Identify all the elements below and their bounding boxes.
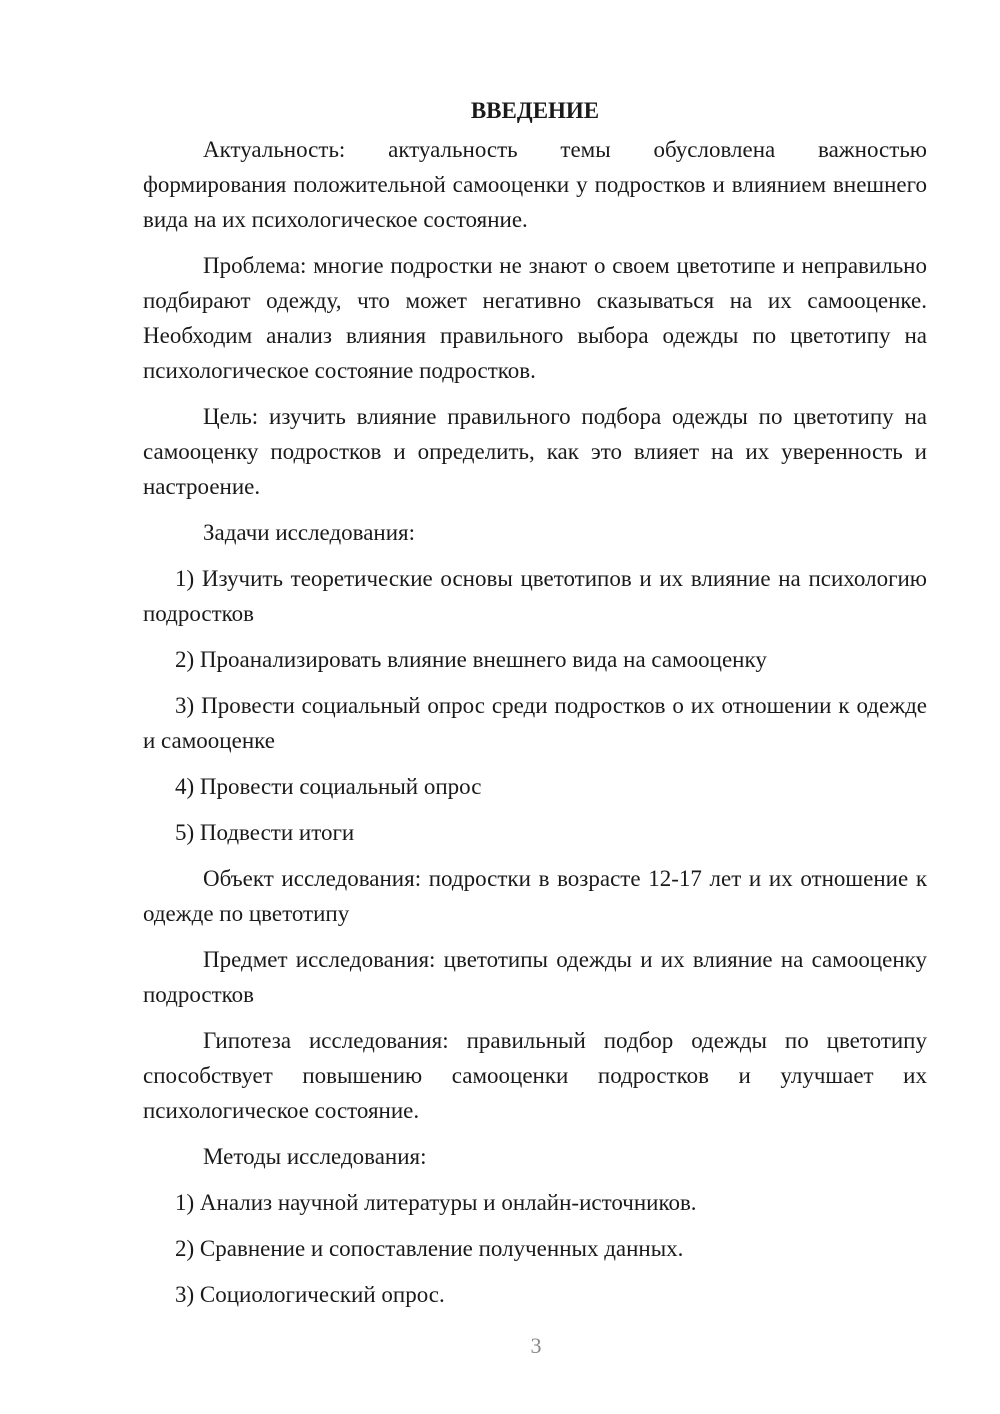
- methods-title: Методы исследования:: [203, 1144, 427, 1169]
- task-item: 3) Провести социальный опрос среди подростков о их отношении к одежде и самооценке: [143, 693, 927, 753]
- object-paragraph: Объект исследования: подростки в возрасте 12-17 лет и их отношение к одежде по цветотипу: [143, 866, 927, 926]
- subject-paragraph: Предмет исследования: цветотипы одежды и их влияние на самооценку подростков: [143, 947, 927, 1007]
- section-heading: ВВЕДЕНИЕ: [470, 98, 600, 123]
- task-item: 1) Изучить теоретические основы цветотипов и их влияние на психологию подростков: [143, 566, 927, 626]
- method-item: 2) Сравнение и сопоставление полученных данных.: [175, 1236, 684, 1261]
- task-item: 5) Подвести итоги: [175, 820, 355, 845]
- hypothesis-paragraph: Гипотеза исследования: правильный подбор одежды по цветотипу способствует повышению самооценки подростков и улучшает их психологическое состояние.: [143, 1028, 927, 1123]
- problem-paragraph: Проблема: многие подростки не знают о своем цветотипе и неправильно подбирают одежду, что может негативно сказываться на их самооценке. Необходим анализ влияния правильного выбора одежды по цветотипу на психологическое состояние подростков.: [143, 253, 927, 383]
- page-body: [143, 93, 927, 1323]
- goal-paragraph: Цель: изучить влияние правильного подбора одежды по цветотипу на самооценку подростков и определить, как это влияет на их уверенность и настроение.: [143, 404, 927, 499]
- tasks-title: Задачи исследования:: [203, 520, 416, 545]
- page-number: 3: [530, 1333, 542, 1358]
- relevance-paragraph: Актуальность: актуальность темы обусловлена важностью формирования положительной самооценки у подростков и влиянием внешнего вида на их психологическое состояние.: [143, 137, 927, 232]
- task-item: 2) Проанализировать влияние внешнего вида на самооценку: [175, 647, 767, 672]
- method-item: 1) Анализ научной литературы и онлайн-источников.: [175, 1190, 697, 1215]
- task-item: 4) Провести социальный опрос: [175, 774, 482, 799]
- method-item: 3) Социологический опрос.: [175, 1282, 445, 1307]
